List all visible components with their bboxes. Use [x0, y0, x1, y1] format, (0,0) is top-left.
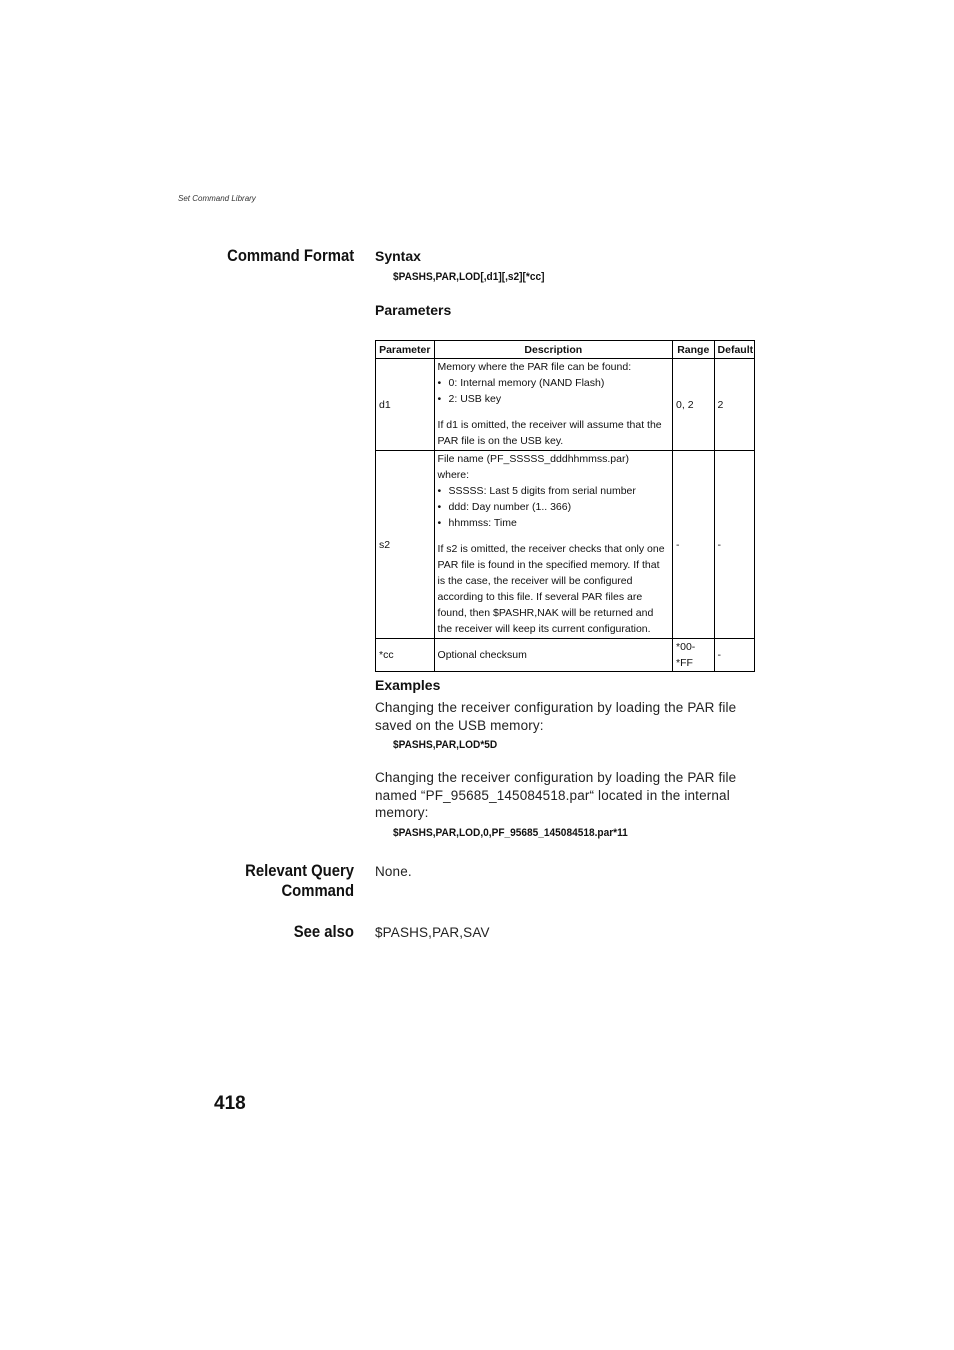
param-cell: *cc: [376, 639, 435, 672]
range-cell: 0, 2: [673, 359, 715, 451]
description-cell: [434, 451, 672, 639]
table-row: [376, 451, 755, 639]
bullet-icon: •: [437, 517, 442, 529]
example-code: $PASHS,PAR,LOD,0,PF_95685_145084518.par*11: [393, 827, 628, 839]
range-cell: -: [673, 451, 715, 639]
default-cell: 2: [714, 359, 754, 451]
bullet-icon: •: [437, 485, 442, 497]
example-description: Changing the receiver configuration by loading the PAR file named “PF_95685_145084518.par“ located in the internal memory:: [375, 770, 737, 820]
description-bullet: • 2: USB key: [437, 393, 502, 405]
description-cell: [434, 359, 672, 451]
see-also-value: $PASHS,PAR,SAV: [375, 925, 490, 940]
bullet-icon: •: [437, 393, 442, 405]
default-cell: -: [714, 639, 754, 672]
bullet-icon: •: [437, 501, 442, 513]
description-note: If d1 is omitted, the receiver will assume that the PAR file is on the USB key.: [437, 419, 662, 447]
example-description: Changing the receiver configuration by loading the PAR file saved on the USB memory:: [375, 700, 737, 733]
header-default: Default: [714, 341, 754, 359]
description-bullet: • ddd: Day number (1.. 366): [437, 501, 572, 513]
description-intro: Memory where the PAR file can be found:: [437, 361, 632, 373]
running-header: Set Command Library: [178, 194, 256, 203]
table-row: [376, 639, 755, 672]
bullet-icon: •: [437, 377, 442, 389]
see-also-heading: See also: [293, 923, 354, 941]
description-note: If s2 is omitted, the receiver checks that only one PAR file is found in the specified memory. If that is the case, the receiver will be configured according to this file. If several PAR files are found, then $PASHR,NAK will be returned and the receiver will keep its current configuration.: [437, 543, 665, 635]
command-format-heading: Command Format: [226, 247, 354, 265]
relevant-query-heading-line1: Relevant Query: [245, 862, 354, 880]
table-row: [376, 359, 755, 451]
header-range: Range: [673, 341, 715, 359]
header-description: Description: [434, 341, 672, 359]
description-bullet: • hhmmss: Time: [437, 517, 517, 529]
description-cell: Optional checksum: [434, 639, 672, 672]
syntax-code: $PASHS,PAR,LOD[,d1][,s2][*cc]: [393, 271, 545, 283]
description-intro: File name (PF_SSSSS_dddhhmmss.par): [437, 453, 629, 465]
param-cell: s2: [376, 451, 435, 639]
examples-heading: Examples: [375, 677, 441, 693]
table-header-row: [376, 341, 755, 359]
description-bullet: • SSSSS: Last 5 digits from serial number: [437, 485, 636, 497]
relevant-query-heading: [245, 861, 354, 901]
description-intro-where: where:: [437, 469, 470, 481]
param-cell: d1: [376, 359, 435, 451]
page-number: 418: [214, 1093, 246, 1114]
relevant-query-value: None.: [375, 864, 412, 879]
header-parameter: Parameter: [376, 341, 435, 359]
relevant-query-heading-line2: Command: [281, 882, 354, 900]
example-code: $PASHS,PAR,LOD*5D: [393, 739, 498, 751]
parameters-table: [375, 340, 755, 672]
range-cell: *00-*FF: [673, 639, 715, 672]
syntax-heading: Syntax: [375, 248, 421, 264]
description-bullet: • 0: Internal memory (NAND Flash): [437, 377, 605, 389]
parameters-heading: Parameters: [375, 302, 452, 318]
default-cell: -: [714, 451, 754, 639]
